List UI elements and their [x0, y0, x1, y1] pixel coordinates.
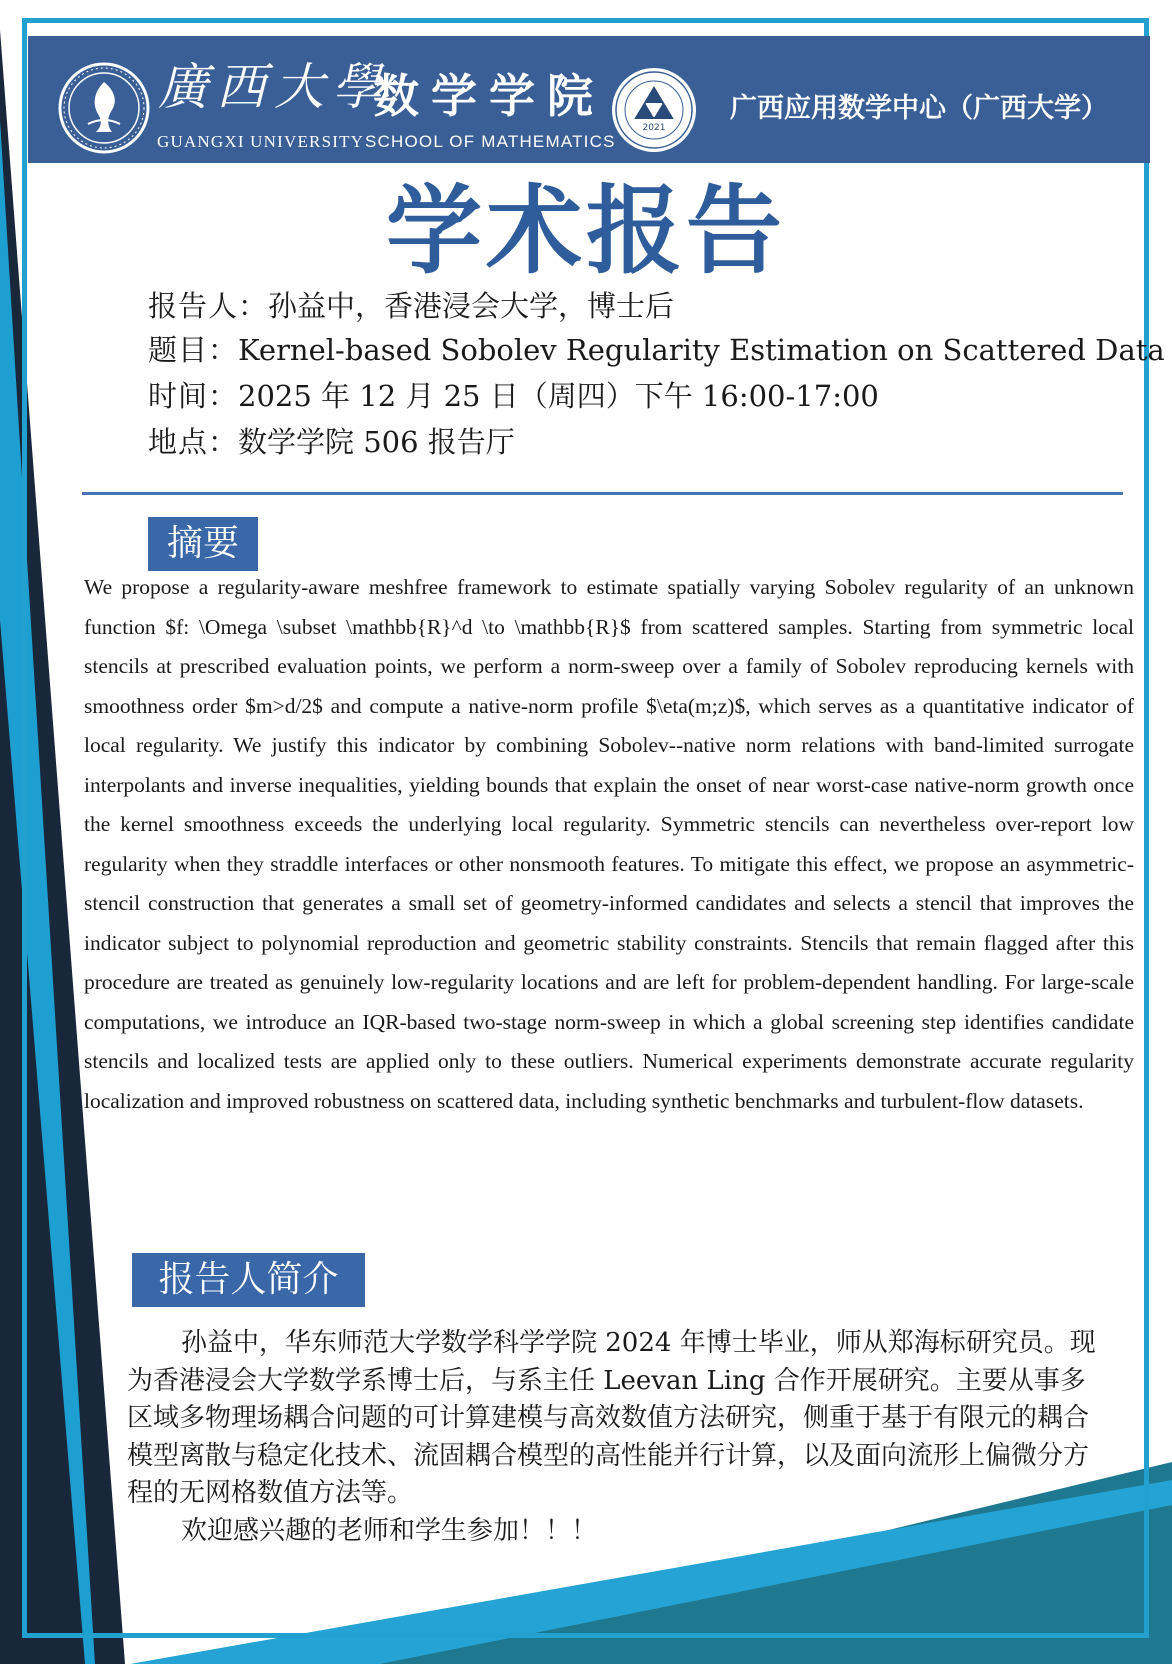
topic-label: 题目： — [148, 333, 239, 367]
header-banner — [28, 36, 1150, 163]
university-seal-icon — [58, 62, 150, 154]
university-name-cn: 廣西大學 — [158, 58, 390, 116]
welcome-line: 欢迎感兴趣的老师和学生参加！！！ — [181, 1515, 598, 1546]
abstract-text: We propose a regularity-aware meshfree framework to estimate spatially varying Sobolev regularity of an unknown function $f: \Omega \subset \mathbb{R}^d \to \mathbb{R}$ from scattered samples. Starting from symmetric local stencils at prescribed evaluation points, we perform a norm-sweep over a family of Sobolev reproducing kernels with smoothness order $m>d/2$ and compute a native-norm profile $\eta(m;z)$, which serves as a quantitative indicator of local regularity. We justify this indicator by combining Sobolev--native norm relations with band-limited surrogate interpolants and inverse inequalities, yielding bounds that explain the onset of near worst-case native-norm growth once the kernel smoothness exceeds the underlying local regularity. Symmetric stencils can nevertheless over-report low regularity when they straddle interfaces or other nonsmooth features. To mitigate this effect, we propose an asymmetric-stencil construction that generates a small set of geometry-informed candidates and selects a stencil that improves the indicator subject to polynomial reproduction and geometric stability constraints. Stencils that remain flagged after this procedure are treated as genuinely low-regularity locations and are left for problem-dependent handling. For large-scale computations, we introduce an IQR-based two-stage norm-sweep in which a global screening step identifies candidate stencils and localized tests are applied only to these outliers. Numerical experiments demonstrate accurate regularity localization and improved robustness on scattered data, including synthetic benchmarks and turbulent-flow datasets. — [84, 575, 1134, 1113]
time-label: 时间： — [148, 379, 239, 413]
university-name-en: GUANGXI UNIVERSITY — [157, 132, 365, 151]
place-line — [148, 420, 515, 461]
speaker-label: 报告人： — [148, 289, 269, 323]
topic-line — [148, 328, 1165, 369]
speaker-line — [148, 284, 674, 325]
topic-value: Kernel-based Sobolev Regularity Estimation on Scattered Data — [238, 333, 1165, 367]
center-logo-year: 2021 — [642, 123, 666, 133]
bio-text — [127, 1325, 1107, 1550]
page-title: 学术报告 — [386, 175, 786, 287]
bio-heading: 报告人简介 — [132, 1253, 365, 1307]
info-divider — [82, 492, 1123, 495]
place-label: 地点： — [148, 425, 239, 459]
bio-paragraph: 孙益中，华东师范大学数学科学学院 2024 年博士毕业，师从郑海标研究员。现为香港浸会大学数学系博士后，与系主任 Leevan Ling 合作开展研究。主要从事多区域多物理场耦合问题的可计算建模与高效数值方法研究，侧重于基于有限元的耦合模型离散与稳定化技术、流固耦合模型的高性能并行计算，以及面向流形上偏微分方程的无网格数值方法等。 — [127, 1328, 1096, 1508]
abstract-heading: 摘要 — [148, 517, 258, 571]
school-name-cn: 数学学院 — [373, 69, 605, 123]
time-value: 2025 年 12 月 25 日（周四）下午 16:00-17:00 — [238, 379, 879, 413]
place-value: 数学学院 506 报告厅 — [238, 425, 515, 459]
time-line — [148, 374, 879, 415]
school-name-en: SCHOOL OF MATHEMATICS — [365, 132, 616, 151]
speaker-value: 孙益中，香港浸会大学，博士后 — [268, 289, 675, 323]
math-center-name: 广西应用数学中心（广西大学） — [730, 93, 1108, 124]
math-center-logo-icon — [610, 66, 698, 154]
